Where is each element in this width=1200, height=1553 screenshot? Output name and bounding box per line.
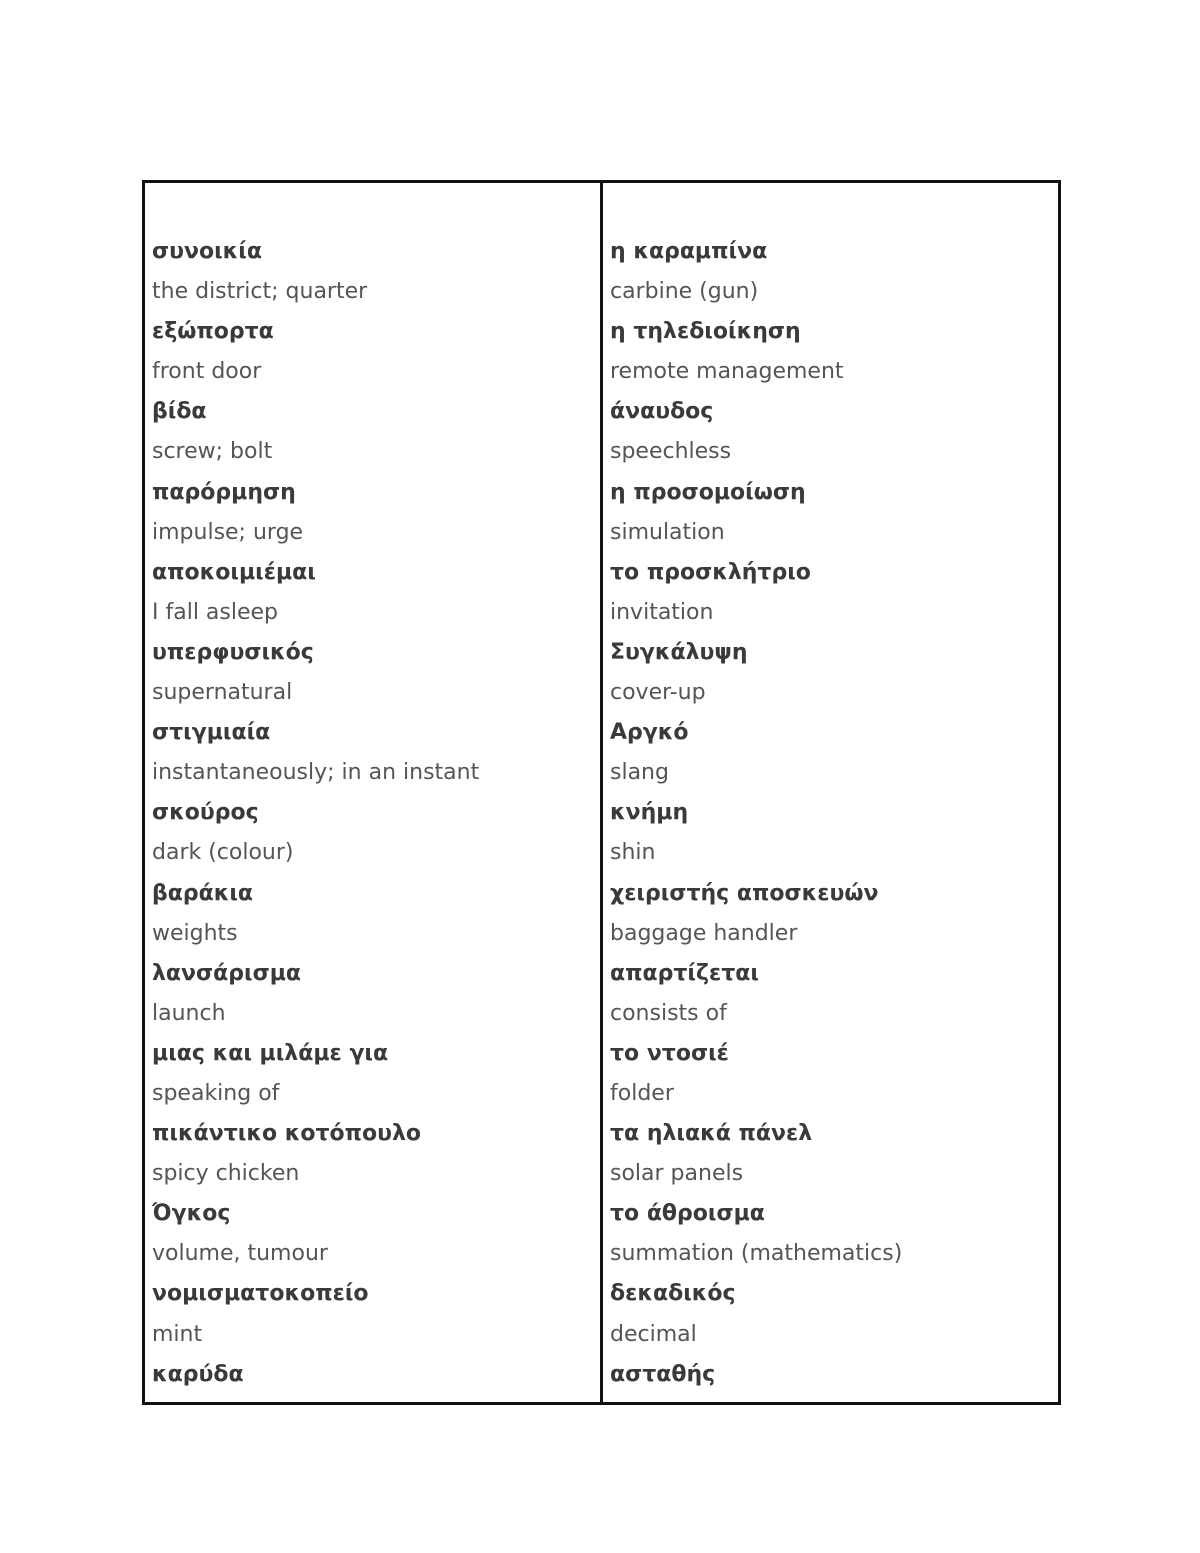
- vocab-term: το προσκλήτριο: [610, 559, 811, 585]
- vocab-term: Όγκος: [152, 1201, 231, 1227]
- vocab-meaning: I fall asleep: [152, 599, 279, 625]
- left-entry-list: [152, 232, 596, 1395]
- vocab-meaning: the district; quarter: [152, 279, 368, 305]
- vocabulary-table: [142, 180, 1061, 1405]
- vocab-term: ασταθής: [610, 1361, 716, 1387]
- vocab-term: σκούρος: [152, 800, 259, 826]
- vocab-term: πικάντικο κοτόπουλο: [152, 1121, 422, 1147]
- vocab-meaning: folder: [610, 1080, 674, 1106]
- vocab-term: η καραμπίνα: [610, 239, 768, 264]
- vocab-term: στιγμιαία: [152, 720, 271, 746]
- vocab-meaning: solar panels: [610, 1161, 744, 1187]
- vocab-meaning: weights: [152, 920, 238, 946]
- vocab-meaning: instantaneously; in an instant: [152, 760, 480, 786]
- vocab-meaning: launch: [152, 1000, 226, 1026]
- vocab-term: χειριστής αποσκευών: [610, 880, 879, 906]
- vocab-meaning: consists of: [610, 1000, 727, 1026]
- vocab-term: κνήμη: [610, 800, 689, 826]
- vocab-term: αποκοιμιέμαι: [152, 559, 316, 585]
- vocab-term: Αργκό: [610, 720, 689, 746]
- left-column: [145, 183, 603, 1402]
- vocab-term: Συγκάλυψη: [610, 639, 748, 665]
- vocab-meaning: speaking of: [152, 1080, 280, 1106]
- vocab-meaning: mint: [152, 1321, 203, 1347]
- vocab-meaning: shin: [610, 840, 656, 866]
- vocab-meaning: simulation: [610, 519, 725, 545]
- vocab-term: υπερφυσικός: [152, 639, 314, 665]
- vocab-meaning: dark (colour): [152, 840, 294, 866]
- vocab-meaning: supernatural: [152, 680, 293, 706]
- vocab-term: το ντοσιέ: [610, 1040, 729, 1066]
- vocab-meaning: summation (mathematics): [610, 1241, 903, 1267]
- vocab-term: καρύδα: [152, 1361, 244, 1387]
- vocab-term: μιας και μιλάμε για: [152, 1040, 389, 1066]
- vocab-meaning: front door: [152, 359, 262, 385]
- vocab-meaning: volume, tumour: [152, 1241, 328, 1267]
- vocab-term: εξώπορτα: [152, 319, 274, 345]
- vocab-meaning: spicy chicken: [152, 1161, 300, 1187]
- vocab-meaning: baggage handler: [610, 920, 798, 946]
- vocab-meaning: speechless: [610, 439, 732, 465]
- vocab-meaning: carbine (gun): [610, 279, 759, 305]
- right-column: [603, 183, 1058, 1402]
- vocab-meaning: invitation: [610, 599, 714, 625]
- vocab-term: το άθροισμα: [610, 1201, 765, 1227]
- vocab-meaning: screw; bolt: [152, 439, 273, 465]
- vocab-term: νομισματοκοπείο: [152, 1281, 369, 1307]
- vocab-term: βίδα: [152, 399, 207, 425]
- vocab-term: δεκαδικός: [610, 1281, 736, 1307]
- vocab-meaning: decimal: [610, 1321, 697, 1347]
- right-entry-list: [610, 232, 1054, 1395]
- vocab-term: συνοικία: [152, 239, 262, 264]
- vocab-term: τα ηλιακά πάνελ: [610, 1121, 813, 1147]
- vocab-meaning: slang: [610, 760, 669, 786]
- vocab-meaning: cover-up: [610, 680, 706, 706]
- vocab-meaning: impulse; urge: [152, 519, 304, 545]
- vocab-term: η προσομοίωση: [610, 479, 806, 505]
- vocab-term: λανσάρισμα: [152, 960, 302, 986]
- vocab-meaning: remote management: [610, 359, 844, 385]
- vocab-term: βαράκια: [152, 880, 254, 906]
- vocab-term: παρόρμηση: [152, 479, 296, 505]
- vocab-term: η τηλεδιοίκηση: [610, 319, 801, 345]
- vocab-term: άναυδος: [610, 399, 714, 425]
- vocab-term: απαρτίζεται: [610, 960, 759, 986]
